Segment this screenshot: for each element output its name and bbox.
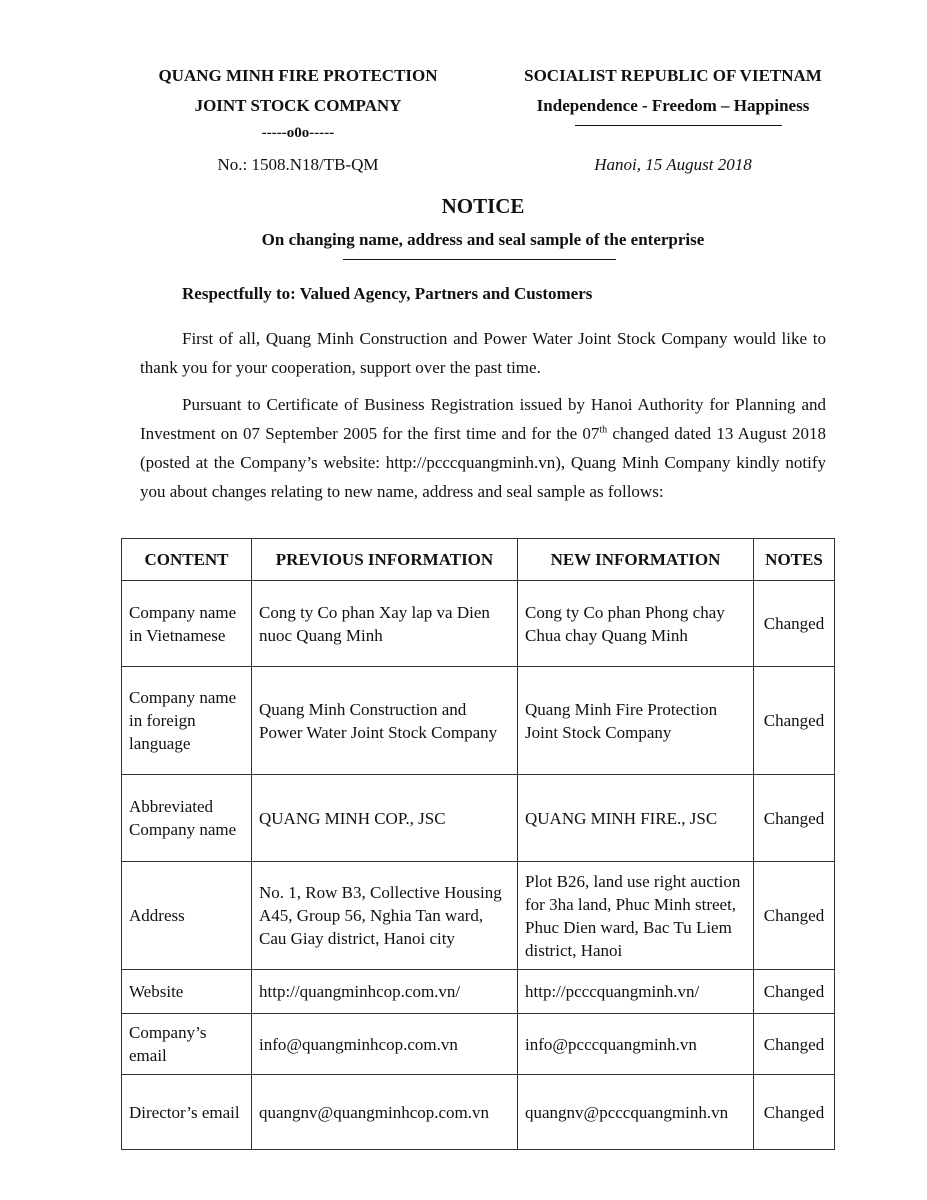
national-motto: Independence - Freedom – Happiness [536,96,810,115]
subtitle-underline [343,259,616,260]
cell-notes: Changed [754,1075,835,1150]
table-row [122,775,835,862]
cell-content: Company name in Vietnamese [122,581,252,667]
cell-notes: Changed [754,970,835,1014]
place-and-date: Hanoi, 15 August 2018 [594,155,752,174]
table-row [122,862,835,970]
cell-notes: Changed [754,862,835,970]
cell-new: Quang Minh Fire Protection Joint Stock Company [518,667,754,775]
cell-new: info@pcccquangminh.vn [518,1014,754,1075]
cell-new: quangnv@pcccquangminh.vn [518,1075,754,1150]
column-header-notes: NOTES [754,539,835,581]
cell-content: Website [122,970,252,1014]
cell-content: Director’s email [122,1075,252,1150]
motto-underline [575,125,782,126]
cell-notes: Changed [754,581,835,667]
paragraph-intro-text: First of all, Quang Minh Construction and Power Water Joint Stock Company would like to thank you for your cooperation, support over the past time. [140,329,826,377]
country-name: SOCIALIST REPUBLIC OF VIETNAM [524,66,822,85]
cell-notes: Changed [754,667,835,775]
paragraph-intro [140,324,826,382]
changes-table [121,538,835,1150]
table-row [122,1014,835,1075]
paragraph-pursuant-text-b: changed dated 13 August 2018 (posted at the Company’s website: http://pcccquangminh.vn), Quang Minh Company kindly notify you about changes relating to new name, address and seal sample as follows: [140,424,826,501]
table-header-row [122,539,835,581]
company-name-line2: JOINT STOCK COMPANY [194,96,402,115]
table-row [122,581,835,667]
cell-new: QUANG MINH FIRE., JSC [518,775,754,862]
table-row [122,1075,835,1150]
page-subtitle: On changing name, address and seal sample of the enterprise [261,230,705,249]
column-header-content: CONTENT [122,539,252,581]
cell-previous: quangnv@quangminhcop.com.vn [252,1075,518,1150]
cell-new: Cong ty Co phan Phong chay Chua chay Quang Minh [518,581,754,667]
cell-new: http://pcccquangminh.vn/ [518,970,754,1014]
cell-content: Company name in foreign language [122,667,252,775]
cell-previous: Quang Minh Construction and Power Water Joint Stock Company [252,667,518,775]
cell-previous: Cong ty Co phan Xay lap va Dien nuoc Quang Minh [252,581,518,667]
cell-previous: http://quangminhcop.com.vn/ [252,970,518,1014]
table-row [122,970,835,1014]
salutation: Respectfully to: Valued Agency, Partners and Customers [182,284,593,303]
document-number: No.: 1508.N18/TB-QM [217,155,379,174]
cell-previous: info@quangminhcop.com.vn [252,1014,518,1075]
company-name-line1: QUANG MINH FIRE PROTECTION [158,66,438,85]
cell-notes: Changed [754,1014,835,1075]
column-header-new: NEW INFORMATION [518,539,754,581]
paragraph-pursuant-text-a: Pursuant to Certificate of Business Registration issued by Hanoi Authority for Planning and Investment on 07 September 2005 for the first time and for the 07 [140,395,826,443]
cell-content: Address [122,862,252,970]
cell-content: Abbreviated Company name [122,775,252,862]
paragraph-pursuant [140,390,826,506]
page-title: NOTICE [441,194,525,218]
cell-content: Company’s email [122,1014,252,1075]
ordinal-superscript: th [599,424,608,436]
cell-notes: Changed [754,775,835,862]
cell-previous: QUANG MINH COP., JSC [252,775,518,862]
table-row [122,667,835,775]
cell-previous: No. 1, Row B3, Collective Housing A45, Group 56, Nghia Tan ward, Cau Giay district, Hanoi city [252,862,518,970]
header-separator: -----o0o----- [261,125,335,141]
cell-new: Plot B26, land use right auction for 3ha land, Phuc Minh street, Phuc Dien ward, Bac Tu Liem district, Hanoi [518,862,754,970]
column-header-previous: PREVIOUS INFORMATION [252,539,518,581]
